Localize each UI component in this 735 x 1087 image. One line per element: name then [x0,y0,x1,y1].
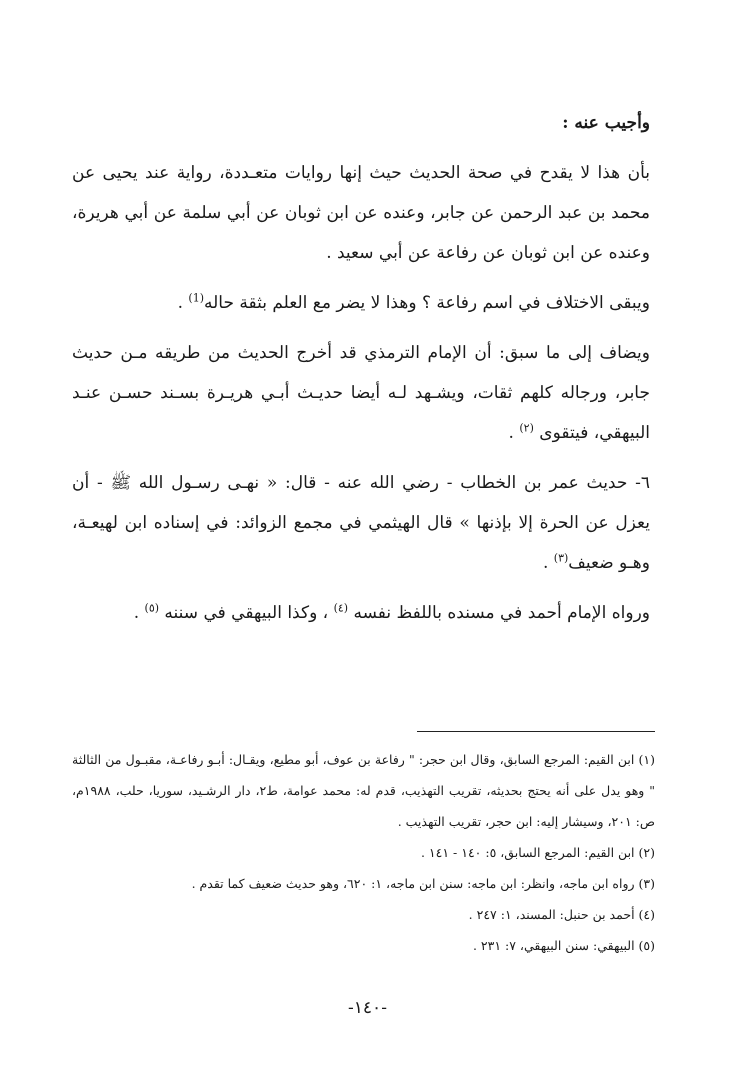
paragraph-2-text: ويبقى الاختلاف في اسم رفاعة ؟ وهذا لا يضر مع العلم بثقة حاله [203,293,650,313]
paragraph-gap [72,273,650,283]
paragraph-1 [72,153,650,273]
paragraph-3 [72,333,650,453]
footnote-ref-2[interactable]: (٢) [519,421,534,435]
paragraph-4-tail: . [542,553,554,573]
paragraph-2-tail: . [177,293,189,313]
paragraph-4 [72,463,650,583]
paragraph-gap [72,453,650,463]
footnote-ref-1[interactable]: (1) [188,291,204,305]
footnotes-section [72,744,655,961]
paragraph-3-text: ويضاف إلى ما سبق: أن الإمام الترمذي قد أخرج الحديث من طريقه مـن حديث جابر، ورجاله كلهم ثقات، ويشـهد لـه أيضا حديـث أبـي هريـرة بسـند حسـن عنـد البيهقي، فيتقوى [72,343,650,443]
footnote-ref-5[interactable]: (٥) [144,601,160,615]
paragraph-2 [72,283,650,323]
footnote-divider [417,731,655,732]
paragraph-1-text: بأن هذا لا يقدح في صحة الحديث حيث إنها روايات متعـددة، رواية عند يحيى عن محمد بن عبد الرحمن عن جابر، وعنده عن ابن ثوبان عن أبي سلمة عن أبي هريرة، وعنده عن ابن ثوبان عن رفاعة عن أبي سعيد . [72,163,650,263]
paragraph-gap [72,583,650,593]
paragraph-5-text: ورواه الإمام أحمد في مسنده باللفظ نفسه [348,603,650,623]
section-heading: وأجيب عنه : [562,113,650,133]
paragraph-5-tail: . [133,603,145,623]
footnote-3: (٣) رواه ابن ماجه، وانظر: ابن ماجه: سنن ابن ماجه، ١: ٦٢٠، وهو حديث ضعيف كما تقدم . [191,876,655,891]
main-text [72,108,650,633]
footnote-1: (١) ابن القيم: المرجع السابق، وقال ابن حجر: " رفاعة بن عوف، أبو مطيع، ويقـال: أبـو رفاعـة، مقبـول من الثالثة " وهو يدل على أنه يحتج بحديثه، تقريب التهذيب، قدم له: محمد عوامة، ط٢، دار الرشـيد، سوريا، حلب، ١٩٨٨م، ص: ٢٠١، وسيشار إليه: ابن حجر، تقريب التهذيب . [72,752,656,829]
footnote-2: (٢) ابن القيم: المرجع السابق، ٥: ١٤٠ - ١٤١ . [420,845,655,860]
footnote-ref-3[interactable]: (٣) [553,551,569,565]
paragraph-5-middle: ، وكذا البيهقي في سننه [159,603,334,623]
footnote-ref-4[interactable]: (٤) [333,601,349,615]
paragraph-5 [72,593,650,633]
paragraph-4-text: ٦- حديث عمر بن الخطاب - رضي الله عنه - قال: « نهـى رسـول الله ﷺ - أن يعزل عن الحرة إلا بإذنها » قال الهيثمي في مجمع الزوائد: في إسناده ابن لهيعـة، وهـو ضعيف [72,473,650,573]
footnote-4: (٤) أحمد بن حنبل: المسند، ١: ٢٤٧ . [468,907,655,922]
paragraph-gap [72,323,650,333]
page-number: -١٤٠- [348,998,387,1018]
footnote-5: (٥) البيهقي: سنن البيهقي، ٧: ٢٣١ . [472,938,655,953]
paragraph-3-tail: . [508,423,520,443]
